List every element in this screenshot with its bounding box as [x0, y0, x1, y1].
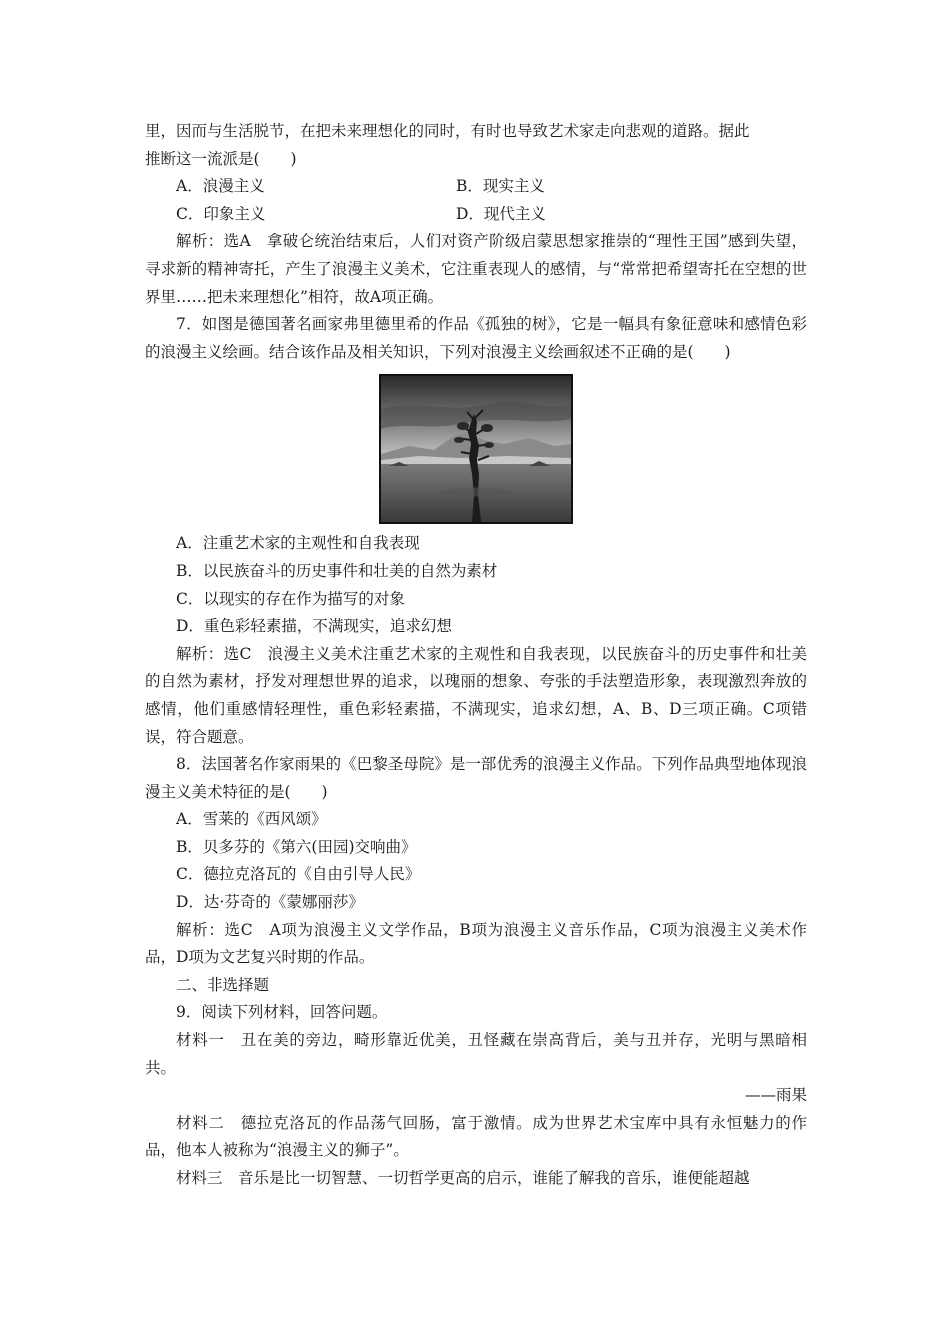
- q8-analysis: 解析：选C A项为浪漫主义文学作品，B项为浪漫主义音乐作品，C项为浪漫主义美术作品，D项为文艺复兴时期的作品。: [145, 920, 807, 967]
- q6-option-b: B．现实主义: [456, 177, 545, 196]
- section-heading: 二、非选择题: [176, 975, 270, 994]
- q8-option-b: B．贝多芬的《第六(田园)交响曲》: [176, 837, 417, 856]
- q7-analysis: 解析：选C 浪漫主义美术注重艺术家的主观性和自我表现，以民族奋斗的历史事件和壮美的自然为素材，抒发对理想世界的追求，以瑰丽的想象、夸张的手法塑造形象，表现激烈奔放的感情，他们重感情轻理性，重色彩轻素描，不满现实，追求幻想，A、B、D三项正确。C项错误，符合题意。: [145, 644, 807, 746]
- lonely-tree-painting: [379, 374, 573, 524]
- q6-option-d: D．现代主义: [456, 204, 546, 223]
- q7-option-b: B．以民族奋斗的历史事件和壮美的自然为素材: [176, 561, 498, 580]
- q9-material-1: 材料一 丑在美的旁边，畸形靠近优美，丑怪藏在崇高背后，美与丑并存，光明与黑暗相共。: [145, 1031, 807, 1077]
- q9-material-2: 材料二 德拉克洛瓦的作品荡气回肠，富于激情。成为世界艺术宝库中具有永恒魅力的作品，他本人被称为“浪漫主义的狮子”。: [145, 1113, 807, 1160]
- q7-option-c: C．以现实的存在作为描写的对象: [176, 589, 405, 608]
- document-page: [145, 118, 807, 1193]
- q7-stem: 7．如图是德国著名画家弗里德里希的作品《孤独的树》，它是一幅具有象征意味和感情色彩的浪漫主义绘画。结合该作品及相关知识，下列对浪漫主义绘画叙述不正确的是( ): [145, 315, 807, 361]
- q6-stem-line2: 推断这一流派是( ): [145, 149, 297, 168]
- q8-option-a: A．雪莱的《西风颂》: [176, 810, 327, 829]
- q8-option-c: C．德拉克洛瓦的《自由引导人民》: [176, 865, 421, 884]
- q6-stem-line1: 里，因而与生活脱节，在把未来理想化的同时，有时也导致艺术家走向悲观的道路。据此: [145, 122, 750, 140]
- q6-options-row2: [145, 201, 807, 229]
- q6-options-row1: [145, 173, 807, 201]
- painting-figure: [145, 374, 807, 524]
- q9-material-3: 材料三 音乐是比一切智慧、一切哲学更高的启示，谁能了解我的音乐，谁便能超越: [176, 1169, 750, 1187]
- q7-option-d: D．重色彩轻素描，不满现实，追求幻想: [176, 617, 452, 636]
- q9-stem: 9．阅读下列材料，回答问题。: [176, 1003, 388, 1022]
- q6-option-c: C．印象主义: [176, 204, 266, 223]
- q6-analysis: 解析：选A 拿破仑统治结束后，人们对资产阶级启蒙思想家推崇的“理性王国”感到失望，寻求新的精神寄托，产生了浪漫主义美术，它注重表现人的感情，与“常常把希望寄托在空想的世界里……把未来理想化”相符，故A项正确。: [145, 232, 807, 306]
- q8-option-d: D．达·芬奇的《蒙娜丽莎》: [176, 893, 364, 912]
- q9-material-1-source: ——雨果: [744, 1086, 807, 1105]
- q8-stem: 8．法国著名作家雨果的《巴黎圣母院》是一部优秀的浪漫主义作品。下列作品典型地体现浪漫主义美术特征的是( ): [145, 755, 807, 801]
- q7-option-a: A．注重艺术家的主观性和自我表现: [176, 534, 420, 553]
- q6-option-a: A．浪漫主义: [176, 177, 265, 196]
